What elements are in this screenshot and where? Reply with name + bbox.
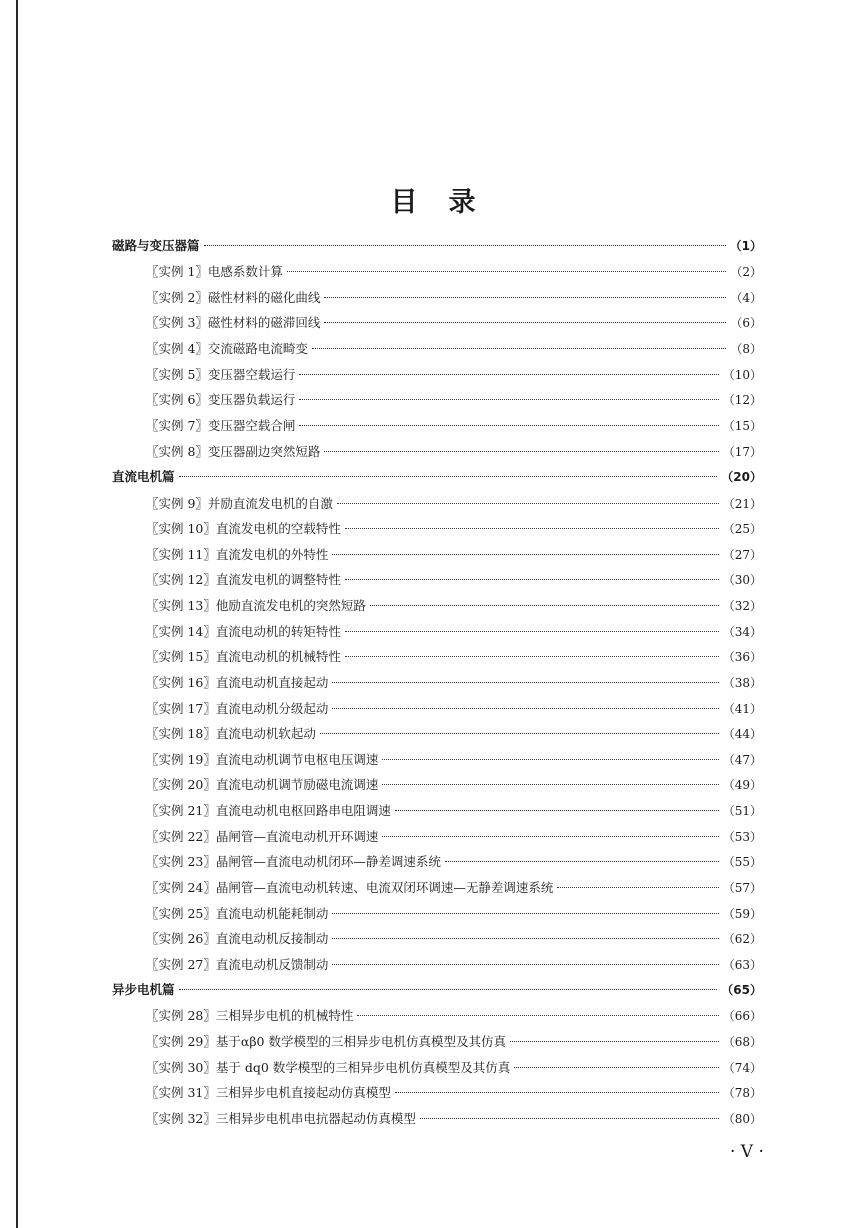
toc-entry-page: （2） bbox=[730, 265, 762, 279]
toc-entry-page: （8） bbox=[730, 342, 762, 356]
toc-entry-page: （25） bbox=[722, 522, 762, 536]
toc-entry-page: （41） bbox=[722, 702, 762, 716]
toc-entry-label: 磁路与变压器篇 bbox=[112, 238, 200, 253]
toc-entry-label: 异步电机篇 bbox=[112, 982, 175, 997]
dot-leader bbox=[332, 938, 718, 939]
toc-entry-page: （51） bbox=[722, 804, 762, 818]
dot-leader bbox=[382, 836, 718, 837]
dot-leader bbox=[370, 605, 719, 606]
dot-leader bbox=[204, 245, 726, 246]
toc-entry[interactable] bbox=[146, 365, 762, 385]
toc-entry-page: （38） bbox=[722, 676, 762, 690]
toc-entry-label: 〖实例 16〗直流电动机直接起动 bbox=[146, 675, 329, 690]
dot-leader bbox=[420, 1118, 719, 1119]
page-title: 目 录 bbox=[390, 187, 478, 218]
toc-entry[interactable] bbox=[146, 647, 762, 667]
toc-entry[interactable] bbox=[146, 288, 762, 308]
toc-entry-page: （47） bbox=[722, 753, 762, 767]
dot-leader bbox=[357, 1015, 718, 1016]
toc-entry[interactable] bbox=[146, 1006, 762, 1026]
toc-entry[interactable] bbox=[146, 596, 762, 616]
toc-entry[interactable] bbox=[146, 390, 762, 410]
dot-leader bbox=[510, 1041, 719, 1042]
toc-entry-page: （80） bbox=[722, 1112, 762, 1126]
dot-leader bbox=[332, 708, 718, 709]
toc-entry-page: （12） bbox=[722, 393, 762, 407]
toc-entry-label: 〖实例 25〗直流电动机能耗制动 bbox=[146, 906, 329, 921]
toc-entry[interactable] bbox=[146, 313, 762, 333]
toc-entry-label: 〖实例 21〗直流电动机电枢回路串电阻调速 bbox=[146, 803, 391, 818]
toc-entry-label: 〖实例 32〗三相异步电机串电抗器起动仿真模型 bbox=[146, 1111, 416, 1126]
dot-leader bbox=[287, 271, 726, 272]
dot-leader bbox=[345, 656, 719, 657]
toc-entry-label: 〖实例 19〗直流电动机调节电枢电压调速 bbox=[146, 752, 379, 767]
toc-entry-label: 〖实例 2〗磁性材料的磁化曲线 bbox=[146, 290, 321, 305]
toc-part-heading[interactable] bbox=[112, 236, 762, 256]
toc-entry-page: （6） bbox=[730, 316, 762, 330]
toc-entry[interactable] bbox=[146, 1032, 762, 1052]
toc-entry-page: （65） bbox=[721, 983, 762, 997]
toc-entry-label: 〖实例 14〗直流电动机的转矩特性 bbox=[146, 624, 341, 639]
toc-entry-page: （59） bbox=[722, 907, 762, 921]
toc-entry-page: （17） bbox=[722, 445, 762, 459]
toc-entry[interactable] bbox=[146, 699, 762, 719]
toc-entry[interactable] bbox=[146, 673, 762, 693]
dot-leader bbox=[324, 297, 726, 298]
toc-entry[interactable] bbox=[146, 519, 762, 539]
toc-entry-page: （32） bbox=[722, 599, 762, 613]
toc-entry[interactable] bbox=[146, 878, 762, 898]
toc-entry[interactable] bbox=[146, 801, 762, 821]
toc-entry-label: 〖实例 31〗三相异步电机直接起动仿真模型 bbox=[146, 1085, 391, 1100]
toc-entry-label: 〖实例 29〗基于αβ0 数学模型的三相异步电机仿真模型及其仿真 bbox=[146, 1034, 506, 1049]
toc-entry-label: 〖实例 18〗直流电动机软起动 bbox=[146, 726, 316, 741]
toc-part-heading[interactable] bbox=[112, 467, 762, 487]
toc-entry-page: （44） bbox=[722, 727, 762, 741]
dot-leader bbox=[299, 374, 718, 375]
toc-entry[interactable] bbox=[146, 750, 762, 770]
toc-entry[interactable] bbox=[146, 570, 762, 590]
toc-entry[interactable] bbox=[146, 262, 762, 282]
toc-entry-label: 〖实例 1〗电感系数计算 bbox=[146, 264, 283, 279]
toc-entry-page: （34） bbox=[722, 625, 762, 639]
toc-entry[interactable] bbox=[146, 1058, 762, 1078]
toc-entry[interactable] bbox=[146, 929, 762, 949]
toc-entry-label: 〖实例 15〗直流电动机的机械特性 bbox=[146, 649, 341, 664]
dot-leader bbox=[337, 503, 719, 504]
page-folio: · V · bbox=[730, 1142, 764, 1162]
toc-entry[interactable] bbox=[146, 852, 762, 872]
toc-entry[interactable] bbox=[146, 442, 762, 462]
toc-entry-page: （30） bbox=[722, 573, 762, 587]
toc-entry[interactable] bbox=[146, 416, 762, 436]
toc-entry-page: （20） bbox=[721, 470, 762, 484]
toc-entry-page: （4） bbox=[730, 291, 762, 305]
dot-leader bbox=[345, 528, 719, 529]
dot-leader bbox=[345, 579, 719, 580]
toc-entry-page: （27） bbox=[722, 548, 762, 562]
dot-leader bbox=[382, 784, 718, 785]
toc-entry-page: （63） bbox=[722, 958, 762, 972]
dot-leader bbox=[345, 631, 719, 632]
toc-entry-page: （1） bbox=[729, 239, 762, 253]
dot-leader bbox=[332, 682, 718, 683]
dot-leader bbox=[179, 476, 718, 477]
toc-part-heading[interactable] bbox=[112, 980, 762, 1000]
toc-entry-page: （68） bbox=[722, 1035, 762, 1049]
dot-leader bbox=[332, 913, 718, 914]
toc-entry-label: 〖实例 27〗直流电动机反馈制动 bbox=[146, 957, 329, 972]
toc-entry-page: （49） bbox=[722, 778, 762, 792]
dot-leader bbox=[324, 451, 718, 452]
toc-entry-page: （57） bbox=[722, 881, 762, 895]
toc-entry-label: 〖实例 28〗三相异步电机的机械特性 bbox=[146, 1008, 354, 1023]
dot-leader bbox=[299, 425, 718, 426]
toc-entry-label: 〖实例 11〗直流发电机的外特性 bbox=[146, 547, 329, 562]
toc-entry[interactable] bbox=[146, 955, 762, 975]
toc-entry-label: 〖实例 24〗晶闸管—直流电动机转速、电流双闭环调速—无静差调速系统 bbox=[146, 880, 554, 895]
dot-leader bbox=[312, 348, 726, 349]
dot-leader bbox=[395, 810, 719, 811]
toc-entry-label: 〖实例 7〗变压器空载合闸 bbox=[146, 418, 296, 433]
toc-entry-page: （62） bbox=[722, 932, 762, 946]
toc-entry-label: 直流电机篇 bbox=[112, 469, 175, 484]
toc-entry-page: （15） bbox=[722, 419, 762, 433]
toc-entry-label: 〖实例 6〗变压器负载运行 bbox=[146, 392, 296, 407]
toc-entry-page: （78） bbox=[722, 1086, 762, 1100]
toc-entry-label: 〖实例 5〗变压器空载运行 bbox=[146, 367, 296, 382]
toc-entry[interactable] bbox=[146, 724, 762, 744]
toc-entry-page: （55） bbox=[722, 855, 762, 869]
toc-entry-label: 〖实例 13〗他励直流发电机的突然短路 bbox=[146, 598, 366, 613]
toc-entry[interactable] bbox=[146, 1109, 762, 1129]
toc-entry-label: 〖实例 4〗交流磁路电流畸变 bbox=[146, 341, 308, 356]
toc-entry-page: （74） bbox=[722, 1061, 762, 1075]
dot-leader bbox=[395, 1092, 719, 1093]
toc-entry-page: （10） bbox=[722, 368, 762, 382]
toc-entry[interactable] bbox=[146, 494, 762, 514]
dot-leader bbox=[514, 1067, 718, 1068]
toc-entry[interactable] bbox=[146, 827, 762, 847]
toc-entry-label: 〖实例 9〗并励直流发电机的自激 bbox=[146, 496, 333, 511]
toc-entry[interactable] bbox=[146, 622, 762, 642]
toc-entry[interactable] bbox=[146, 775, 762, 795]
toc-entry[interactable] bbox=[146, 545, 762, 565]
dot-leader bbox=[299, 399, 718, 400]
toc-entry-page: （36） bbox=[722, 650, 762, 664]
toc-entry-label: 〖实例 23〗晶闸管—直流电动机闭环—静差调速系统 bbox=[146, 854, 441, 869]
toc-entry-label: 〖实例 10〗直流发电机的空载特性 bbox=[146, 521, 341, 536]
dot-leader bbox=[382, 759, 718, 760]
toc-entry-label: 〖实例 22〗晶闸管—直流电动机开环调速 bbox=[146, 829, 379, 844]
dot-leader bbox=[332, 964, 718, 965]
toc-entry-label: 〖实例 12〗直流发电机的调整特性 bbox=[146, 572, 341, 587]
toc-entry-page: （53） bbox=[722, 830, 762, 844]
toc-entry-label: 〖实例 8〗变压器副边突然短路 bbox=[146, 444, 321, 459]
toc-entry-label: 〖实例 26〗直流电动机反接制动 bbox=[146, 931, 329, 946]
toc-entry-page: （66） bbox=[722, 1009, 762, 1023]
dot-leader bbox=[320, 733, 719, 734]
toc-entry[interactable] bbox=[146, 904, 762, 924]
dot-leader bbox=[324, 322, 726, 323]
dot-leader bbox=[332, 554, 718, 555]
toc-entry[interactable] bbox=[146, 1083, 762, 1103]
toc-entry-page: （21） bbox=[722, 497, 762, 511]
toc-entry-label: 〖实例 20〗直流电动机调节励磁电流调速 bbox=[146, 777, 379, 792]
dot-leader bbox=[179, 989, 718, 990]
dot-leader bbox=[445, 861, 719, 862]
dot-leader bbox=[557, 887, 718, 888]
toc-entry-label: 〖实例 17〗直流电动机分级起动 bbox=[146, 701, 329, 716]
toc-entry-label: 〖实例 30〗基于 dq0 数学模型的三相异步电机仿真模型及其仿真 bbox=[146, 1060, 511, 1075]
toc-entry-label: 〖实例 3〗磁性材料的磁滞回线 bbox=[146, 315, 321, 330]
toc-entry[interactable] bbox=[146, 339, 762, 359]
